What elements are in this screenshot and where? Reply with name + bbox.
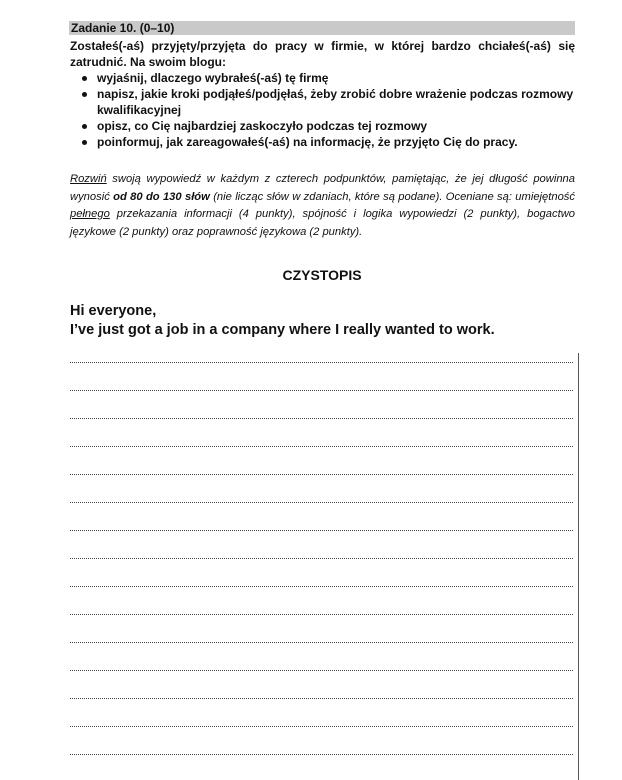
bullet-icon <box>82 76 87 81</box>
writing-line[interactable] <box>70 391 573 419</box>
writing-line[interactable] <box>70 643 573 671</box>
writing-line[interactable] <box>70 615 573 643</box>
writing-line[interactable] <box>70 419 573 447</box>
instruction-word-count: od 80 do 130 słów <box>113 190 210 203</box>
writing-line[interactable] <box>70 559 573 587</box>
writing-line[interactable] <box>70 447 573 475</box>
blog-greeting: Hi everyone, <box>70 303 157 319</box>
blog-first-sentence: I’ve just got a job in a company where I really wanted to work. <box>70 322 495 338</box>
instruction-text: (nie licząc słów w zdaniach, które są podane). Oceniane są: umiejętność <box>209 190 575 203</box>
writing-area[interactable] <box>70 359 573 755</box>
task-bullet-item <box>70 118 575 134</box>
writing-line[interactable] <box>70 531 573 559</box>
task-header: Zadanie 10. (0–10) <box>69 21 575 35</box>
writing-line[interactable] <box>70 587 573 615</box>
task-bullet-item <box>70 70 575 86</box>
bullet-icon <box>82 124 87 129</box>
writing-line[interactable] <box>70 671 573 699</box>
grading-instructions <box>70 171 575 241</box>
task-bullet-item <box>70 86 575 118</box>
task-bullet-text: wyjaśnij, dlaczego wybrałeś(-aś) tę firmę <box>97 71 329 85</box>
writing-line[interactable] <box>70 475 573 503</box>
writing-line[interactable] <box>70 363 573 391</box>
instruction-text: przekazania informacji (4 punkty), spójność i logika wypowiedzi (2 punkty), bogactwo językowe (2 punkty) oraz poprawność językowa (2 punkty). <box>70 208 575 238</box>
task-bullet-text: napisz, jakie kroki podjąłeś/podjęłaś, żeby zrobić dobre wrażenie podczas rozmowy kwalifikacyjnej <box>97 87 574 117</box>
bullet-icon <box>82 140 87 145</box>
margin-line <box>578 353 579 780</box>
task-bullet-list <box>70 70 575 150</box>
task-bullet-item <box>70 134 575 150</box>
task-intro: Zostałeś(-aś) przyjęty/przyjęta do pracy w firmie, w której bardzo chciałeś(-aś) się zatrudnić. Na swoim blogu: <box>70 39 575 69</box>
task-bullet-text: poinformuj, jak zareagowałeś(-aś) na informację, że przyjęto Cię do pracy. <box>97 135 518 149</box>
writing-line[interactable] <box>70 727 573 755</box>
writing-line[interactable] <box>70 503 573 531</box>
writing-line[interactable] <box>70 699 573 727</box>
bullet-icon <box>82 92 87 97</box>
instruction-rozwin: Rozwiń <box>70 173 107 185</box>
instruction-pelnego: pełnego <box>70 208 110 220</box>
instruction-text: swoją wypowiedź w każdym z czterech podpunktów, pamiętając, że jej długość powinna wynosić <box>70 173 575 203</box>
task-bullet-text: opisz, co Cię najbardziej zaskoczyło podczas tej rozmowy <box>97 119 428 133</box>
czystopis-heading: CZYSTOPIS <box>282 267 362 283</box>
